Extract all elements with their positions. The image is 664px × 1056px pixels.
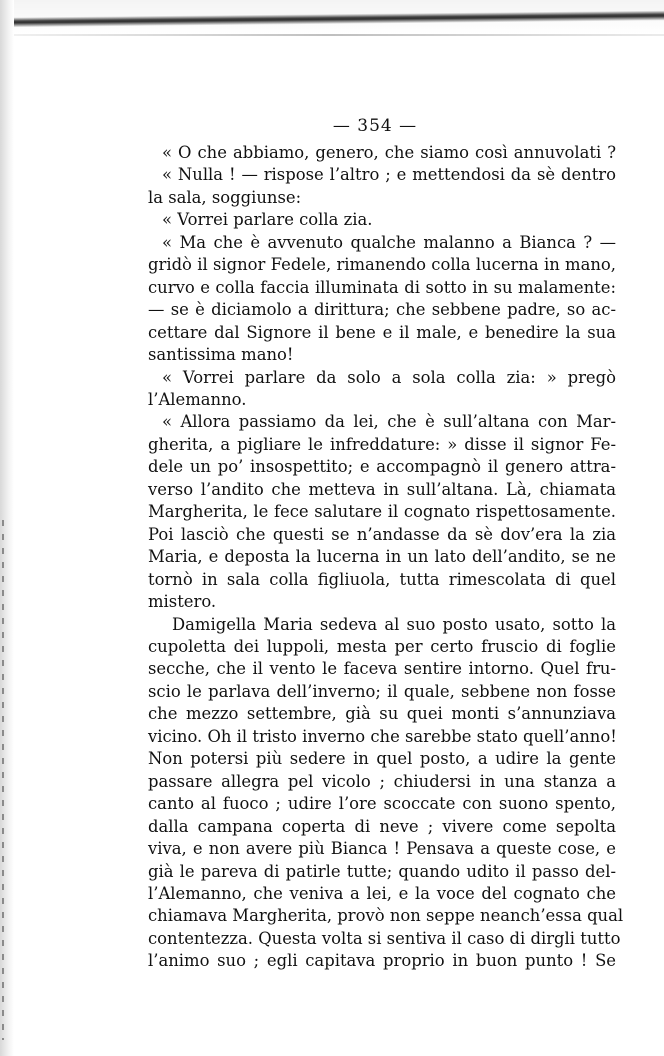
text-line: Non potersi più sedere in quel posto, a udire la gente [148,749,616,769]
page-top-edge-faint-line [0,34,664,36]
text-line: tornò in sala colla figliuola, tutta rimescolata di quel [148,569,616,589]
text-line: curvo e colla faccia illuminata di sotto in su malamente: [148,277,616,297]
text-line: mistero. [148,592,217,612]
text-line: secche, che il vento le faceva sentire intorno. Quel fru- [148,659,616,679]
text-line: « Vorrei parlare da solo a sola colla zia: » pregò [162,367,616,387]
text-line: l’Alemanno, che veniva a lei, e la voce del cognato che [148,883,616,903]
text-line: « Vorrei parlare colla zia. [162,210,373,230]
binding-gutter-marks [2,520,4,1040]
text-line: santissima mano! [148,345,294,365]
text-line: « O che abbiamo, genero, che siamo così annuvolati ? [162,143,616,162]
text-line: scio le parlava dell’inverno; il quale, sebbene non fosse [148,681,616,701]
text-line: che mezzo settembre, già su quei monti s’annunziava [148,704,616,724]
body-text [148,142,624,973]
text-line: Margherita, le fece salutare il cognato rispettosamente. [148,502,616,522]
text-line: « Nulla ! — rispose l’altro ; e mettendosi da sè dentro [162,165,616,185]
text-line: cettare dal Signore il bene e il male, e benedire la sua [148,322,616,342]
text-line: passare allegra pel vicolo ; chiudersi in una stanza a [148,771,616,791]
text-line: « Ma che è avvenuto qualche malanno a Bianca ? — [162,232,616,252]
page-number: — 354 — [332,116,418,136]
text-line: chiamava Margherita, provò non seppe neanch’essa qual [148,906,624,926]
text-line: l’animo suo ; egli capitava proprio in buon punto ! Se [148,951,616,971]
text-line: già le pareva di patirle tutte; quando udito il passo del- [148,861,616,881]
text-line: l’Alemanno. [148,389,247,409]
text-line: Maria, e deposta la lucerna in un lato dell’andito, se ne [148,547,616,567]
text-line: « Allora passiamo da lei, che è sull’altana con Mar- [162,412,616,432]
text-line: verso l’andito che metteva in sull’altana. Là, chiamata [148,479,616,499]
text-line: cupoletta dei luppoli, mesta per certo fruscio di foglie [148,636,616,656]
text-line: viva, e non avere più Bianca ! Pensava a queste cose, e [148,839,616,859]
text-line: gherita, a pigliare le infreddature: » disse il signor Fe- [148,434,616,454]
text-line: contentezza. Questa volta si sentiva il caso di dirgli tutto [148,928,621,948]
text-line: gridò il signor Fedele, rimanendo colla lucerna in mano, [148,255,616,275]
text-line: Damigella Maria sedeva al suo posto usato, sotto la [172,614,616,634]
text-line: vicino. Oh il tristo inverno che sarebbe stato quell’anno! [148,726,617,746]
text-line: canto al fuoco ; udire l’ore scoccate con suono spento, [148,794,616,814]
text-line: dalla campana coperta di neve ; vivere come sepolta [148,816,616,836]
text-line: — se è diciamolo a dirittura; che sebbene padre, so ac- [148,300,616,320]
text-line: la sala, soggiunse: [148,187,302,207]
text-line: Poi lasciò che questi se n’andasse da sè dov’era la zia [148,524,616,544]
text-line: dele un po’ insospettito; e accompagnò il genero attra- [148,457,616,477]
